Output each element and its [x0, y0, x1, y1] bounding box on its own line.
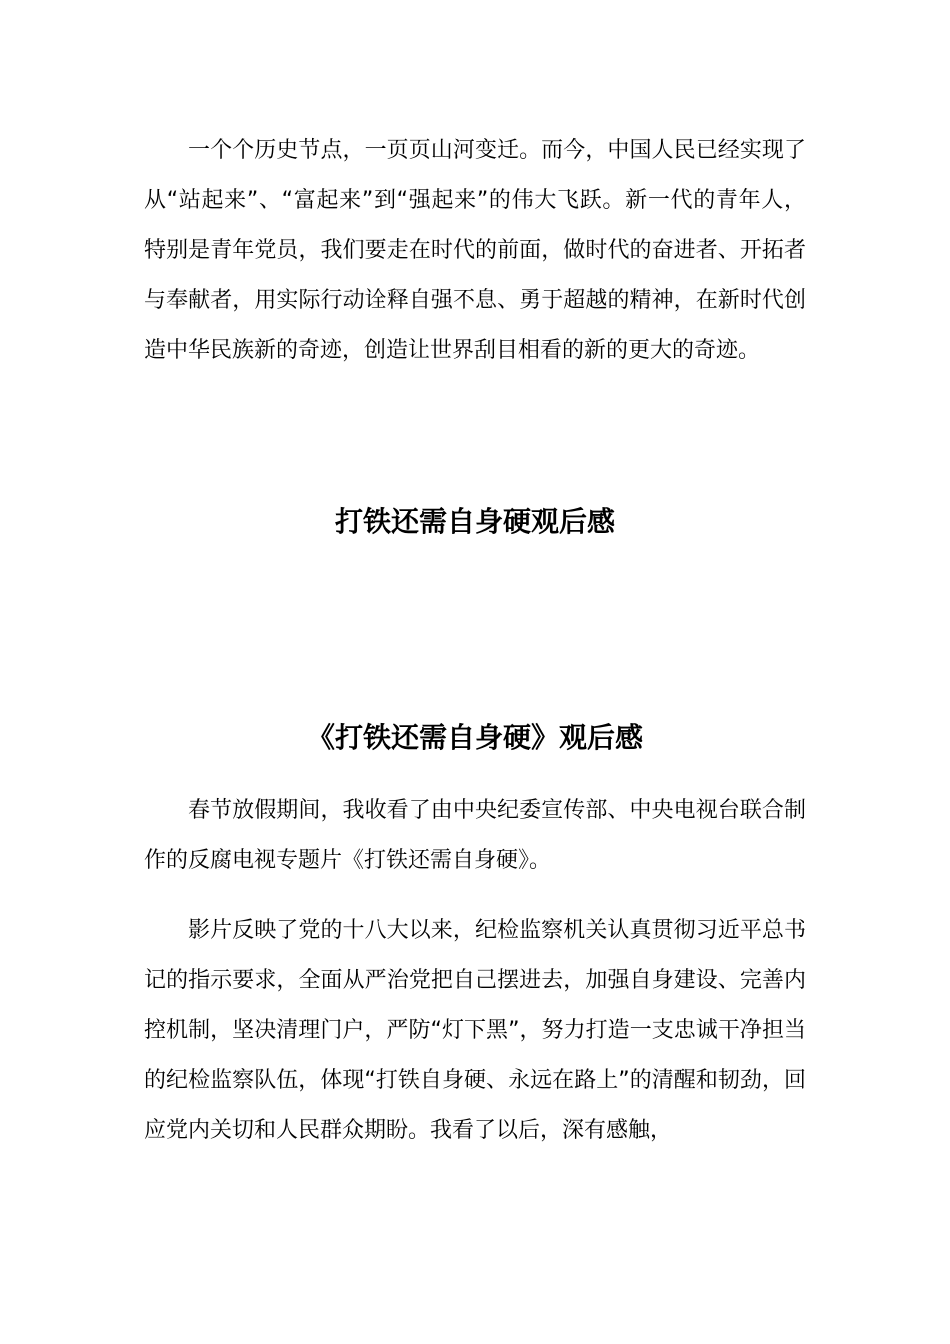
document-subtitle: 《打铁还需自身硬》观后感: [306, 721, 643, 754]
body-paragraph-1: 一个个历史节点，一页页山河变迁。而今，中国人民已经实现了从“站起来”、“富起来”到“强起来”的伟大飞跃。新一代的青年人，特别是青年党员，我们要走在时代的前面，做时代的奋进者、开拓者与奉献者，用实际行动诠释自强不息、勇于超越的精神，在新时代创造中华民族新的奇迹，创造让世界刮目相看的新的更大的奇迹。: [144, 138, 806, 363]
body-paragraph-2: 春节放假期间，我收看了由中央纪委宣传部、中央电视台联合制作的反腐电视专题片《打铁还需自身硬》。: [144, 798, 806, 873]
body-paragraph-3: 影片反映了党的十八大以来，纪检监察机关认真贯彻习近平总书记的指示要求，全面从严治党把自己摆进去，加强自身建设、完善内控机制，坚决清理门户，严防“灯下黑”，努力打造一支忠诚干净担当的纪检监察队伍，体现“打铁自身硬、永远在路上”的清醒和韧劲，回应党内关切和人民群众期盼。我看了以后，深有感触，: [144, 918, 806, 1143]
document-title: 打铁还需自身硬观后感: [334, 505, 615, 538]
